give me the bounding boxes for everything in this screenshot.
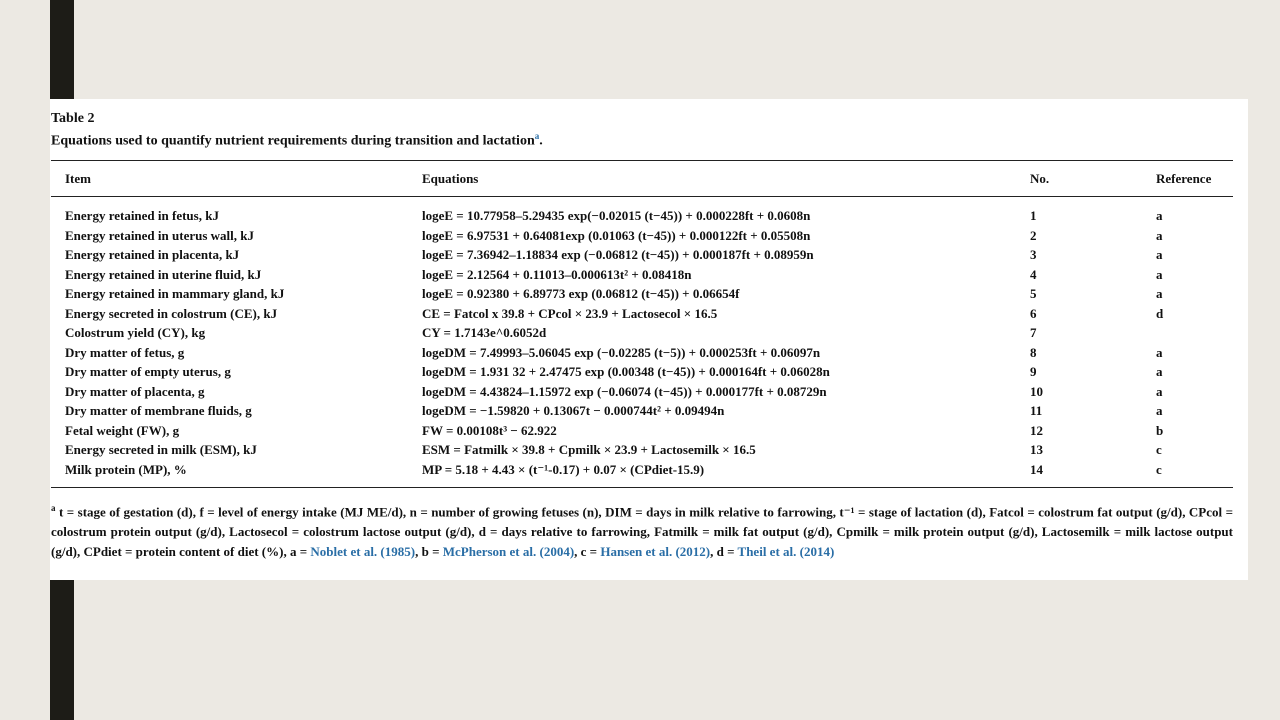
row-item: Dry matter of membrane fluids, g bbox=[65, 403, 252, 418]
ref-link-mcpherson[interactable]: McPherson et al. (2004) bbox=[442, 543, 575, 559]
row-number: 7 bbox=[1030, 325, 1037, 340]
row-reference: a bbox=[1156, 344, 1163, 360]
table-row bbox=[0, 383, 1280, 403]
row-equation: logeE = 6.97531 + 0.64081exp (0.01063 (t−45)) + 0.000122ft + 0.05508n bbox=[422, 227, 811, 243]
row-reference: b bbox=[1156, 422, 1164, 438]
table-row bbox=[0, 305, 1280, 325]
table-row bbox=[0, 207, 1280, 227]
row-reference: a bbox=[1156, 247, 1163, 262]
row-number: 12 bbox=[1030, 422, 1043, 438]
footnote-text: t = stage of gestation (d), f = level of energy intake (MJ ME/d), n = number of growing fetuses (n), DIM = days in milk relative to farrowing, t⁻¹ = stage of lactation (d), Fatcol = colostrum fat output (g/d), CPcol = colostrum protein output (g/d), Lactosecol = colostrum lactose output (g/d), d = days relative to farrowing, Fatmilk = milk fat output (g/d), Cpmilk = milk protein output (g/d), Lactosemilk = milk lactose output (g/d), CPdiet = protein content of diet (%), a = bbox=[51, 504, 1233, 559]
row-number: 3 bbox=[1030, 247, 1037, 262]
row-item: Dry matter of placenta, g bbox=[65, 383, 205, 399]
row-reference: a bbox=[1156, 383, 1163, 399]
footnote-sep-d: , d = bbox=[710, 543, 738, 559]
row-equation: logeDM = 1.931 32 + 2.47475 exp (0.00348 (t−45)) + 0.000164ft + 0.06028n bbox=[422, 364, 830, 379]
row-equation: ESM = Fatmilk × 39.8 + Cpmilk × 23.9 + Lactosemilk × 16.5 bbox=[422, 442, 756, 457]
table-row bbox=[0, 363, 1280, 383]
row-equation: FW = 0.00108t³ − 62.922 bbox=[422, 422, 557, 438]
row-reference: a bbox=[1156, 266, 1163, 282]
row-equation: CE = Fatcol x 39.8 + CPcol × 23.9 + Lactosecol × 16.5 bbox=[422, 305, 718, 321]
row-item: Energy retained in fetus, kJ bbox=[65, 208, 219, 223]
row-number: 6 bbox=[1030, 305, 1037, 321]
ref-link-noblet[interactable]: Noblet et al. (1985) bbox=[310, 543, 416, 559]
top-rule bbox=[51, 160, 1233, 161]
row-equation: logeE = 10.77958–5.29435 exp(−0.02015 (t−45)) + 0.000228ft + 0.0608n bbox=[422, 208, 811, 223]
row-number: 1 bbox=[1030, 208, 1037, 223]
table-row bbox=[0, 324, 1280, 344]
row-reference: c bbox=[1156, 442, 1162, 457]
table-row bbox=[0, 227, 1280, 247]
row-item: Milk protein (MP), % bbox=[65, 461, 187, 477]
row-item: Energy secreted in colostrum (CE), kJ bbox=[65, 305, 278, 321]
footnote-marker: a bbox=[51, 503, 56, 513]
row-number: 4 bbox=[1030, 266, 1037, 282]
row-number: 13 bbox=[1030, 442, 1043, 457]
header-rule bbox=[51, 196, 1233, 197]
row-equation: logeDM = 4.43824–1.15972 exp (−0.06074 (t−45)) + 0.000177ft + 0.08729n bbox=[422, 383, 827, 399]
row-item: Energy retained in mammary gland, kJ bbox=[65, 286, 285, 301]
table-label: Table 2 bbox=[51, 111, 95, 126]
row-reference: a bbox=[1156, 364, 1163, 379]
footnote-sep-c: , c = bbox=[574, 543, 601, 559]
header-equations: Equations bbox=[422, 171, 479, 186]
table-row bbox=[0, 266, 1280, 286]
table-body bbox=[0, 207, 1280, 480]
row-item: Dry matter of empty uterus, g bbox=[65, 364, 231, 379]
header-reference: Reference bbox=[1156, 171, 1212, 186]
row-item: Energy retained in placenta, kJ bbox=[65, 247, 240, 262]
header-item: Item bbox=[65, 171, 91, 186]
ref-link-theil[interactable]: Theil et al. (2014) bbox=[737, 543, 835, 559]
footnote-sep-b: , b = bbox=[415, 543, 443, 559]
row-number: 5 bbox=[1030, 286, 1037, 301]
row-reference: d bbox=[1156, 305, 1164, 321]
table-row bbox=[0, 461, 1280, 481]
bottom-rule bbox=[51, 487, 1233, 488]
row-reference: a bbox=[1156, 227, 1163, 243]
table-row bbox=[0, 344, 1280, 364]
row-equation: logeDM = −1.59820 + 0.13067t − 0.000744t² + 0.09494n bbox=[422, 403, 725, 418]
row-number: 14 bbox=[1030, 461, 1043, 477]
row-equation: CY = 1.7143e^0.6052d bbox=[422, 325, 547, 340]
table-row bbox=[0, 402, 1280, 422]
row-equation: logeE = 2.12564 + 0.11013–0.000613t² + 0.08418n bbox=[422, 266, 692, 282]
row-reference: a bbox=[1156, 403, 1163, 418]
row-number: 2 bbox=[1030, 227, 1037, 243]
caption-text: Equations used to quantify nutrient requirements during transition and lactation bbox=[51, 133, 535, 149]
table-footnote bbox=[51, 499, 1233, 561]
table-row bbox=[0, 285, 1280, 305]
row-reference: a bbox=[1156, 208, 1163, 223]
table-row bbox=[0, 441, 1280, 461]
ref-link-hansen[interactable]: Hansen et al. (2012) bbox=[600, 543, 711, 559]
row-item: Energy secreted in milk (ESM), kJ bbox=[65, 442, 257, 457]
header-no: No. bbox=[1030, 171, 1050, 186]
row-item: Energy retained in uterine fluid, kJ bbox=[65, 266, 262, 282]
row-reference: c bbox=[1156, 461, 1162, 477]
caption-note-marker[interactable]: a bbox=[534, 131, 540, 141]
row-number: 10 bbox=[1030, 383, 1043, 399]
row-item: Energy retained in uterus wall, kJ bbox=[65, 227, 254, 243]
row-equation: logeE = 0.92380 + 6.89773 exp (0.06812 (t−45)) + 0.06654f bbox=[422, 286, 740, 301]
row-number: 9 bbox=[1030, 364, 1037, 379]
row-number: 8 bbox=[1030, 344, 1037, 360]
row-item: Fetal weight (FW), g bbox=[65, 422, 180, 438]
row-item: Colostrum yield (CY), kg bbox=[65, 325, 206, 340]
row-number: 11 bbox=[1030, 403, 1043, 418]
table-row bbox=[0, 422, 1280, 442]
row-reference: a bbox=[1156, 286, 1163, 301]
row-equation: logeE = 7.36942–1.18834 exp (−0.06812 (t−45)) + 0.000187ft + 0.08959n bbox=[422, 247, 814, 262]
table-caption: Equations used to quantify nutrient requirements during transition and lactation$^a$. bbox=[51, 131, 543, 149]
row-equation: MP = 5.18 + 4.43 × (t⁻¹-0.17) + 0.07 × (CPdiet-15.9) bbox=[422, 461, 705, 477]
row-item: Dry matter of fetus, g bbox=[65, 344, 185, 360]
row-equation: logeDM = 7.49993–5.06045 exp (−0.02285 (t−5)) + 0.000253ft + 0.06097n bbox=[422, 344, 821, 360]
table-row bbox=[0, 246, 1280, 266]
